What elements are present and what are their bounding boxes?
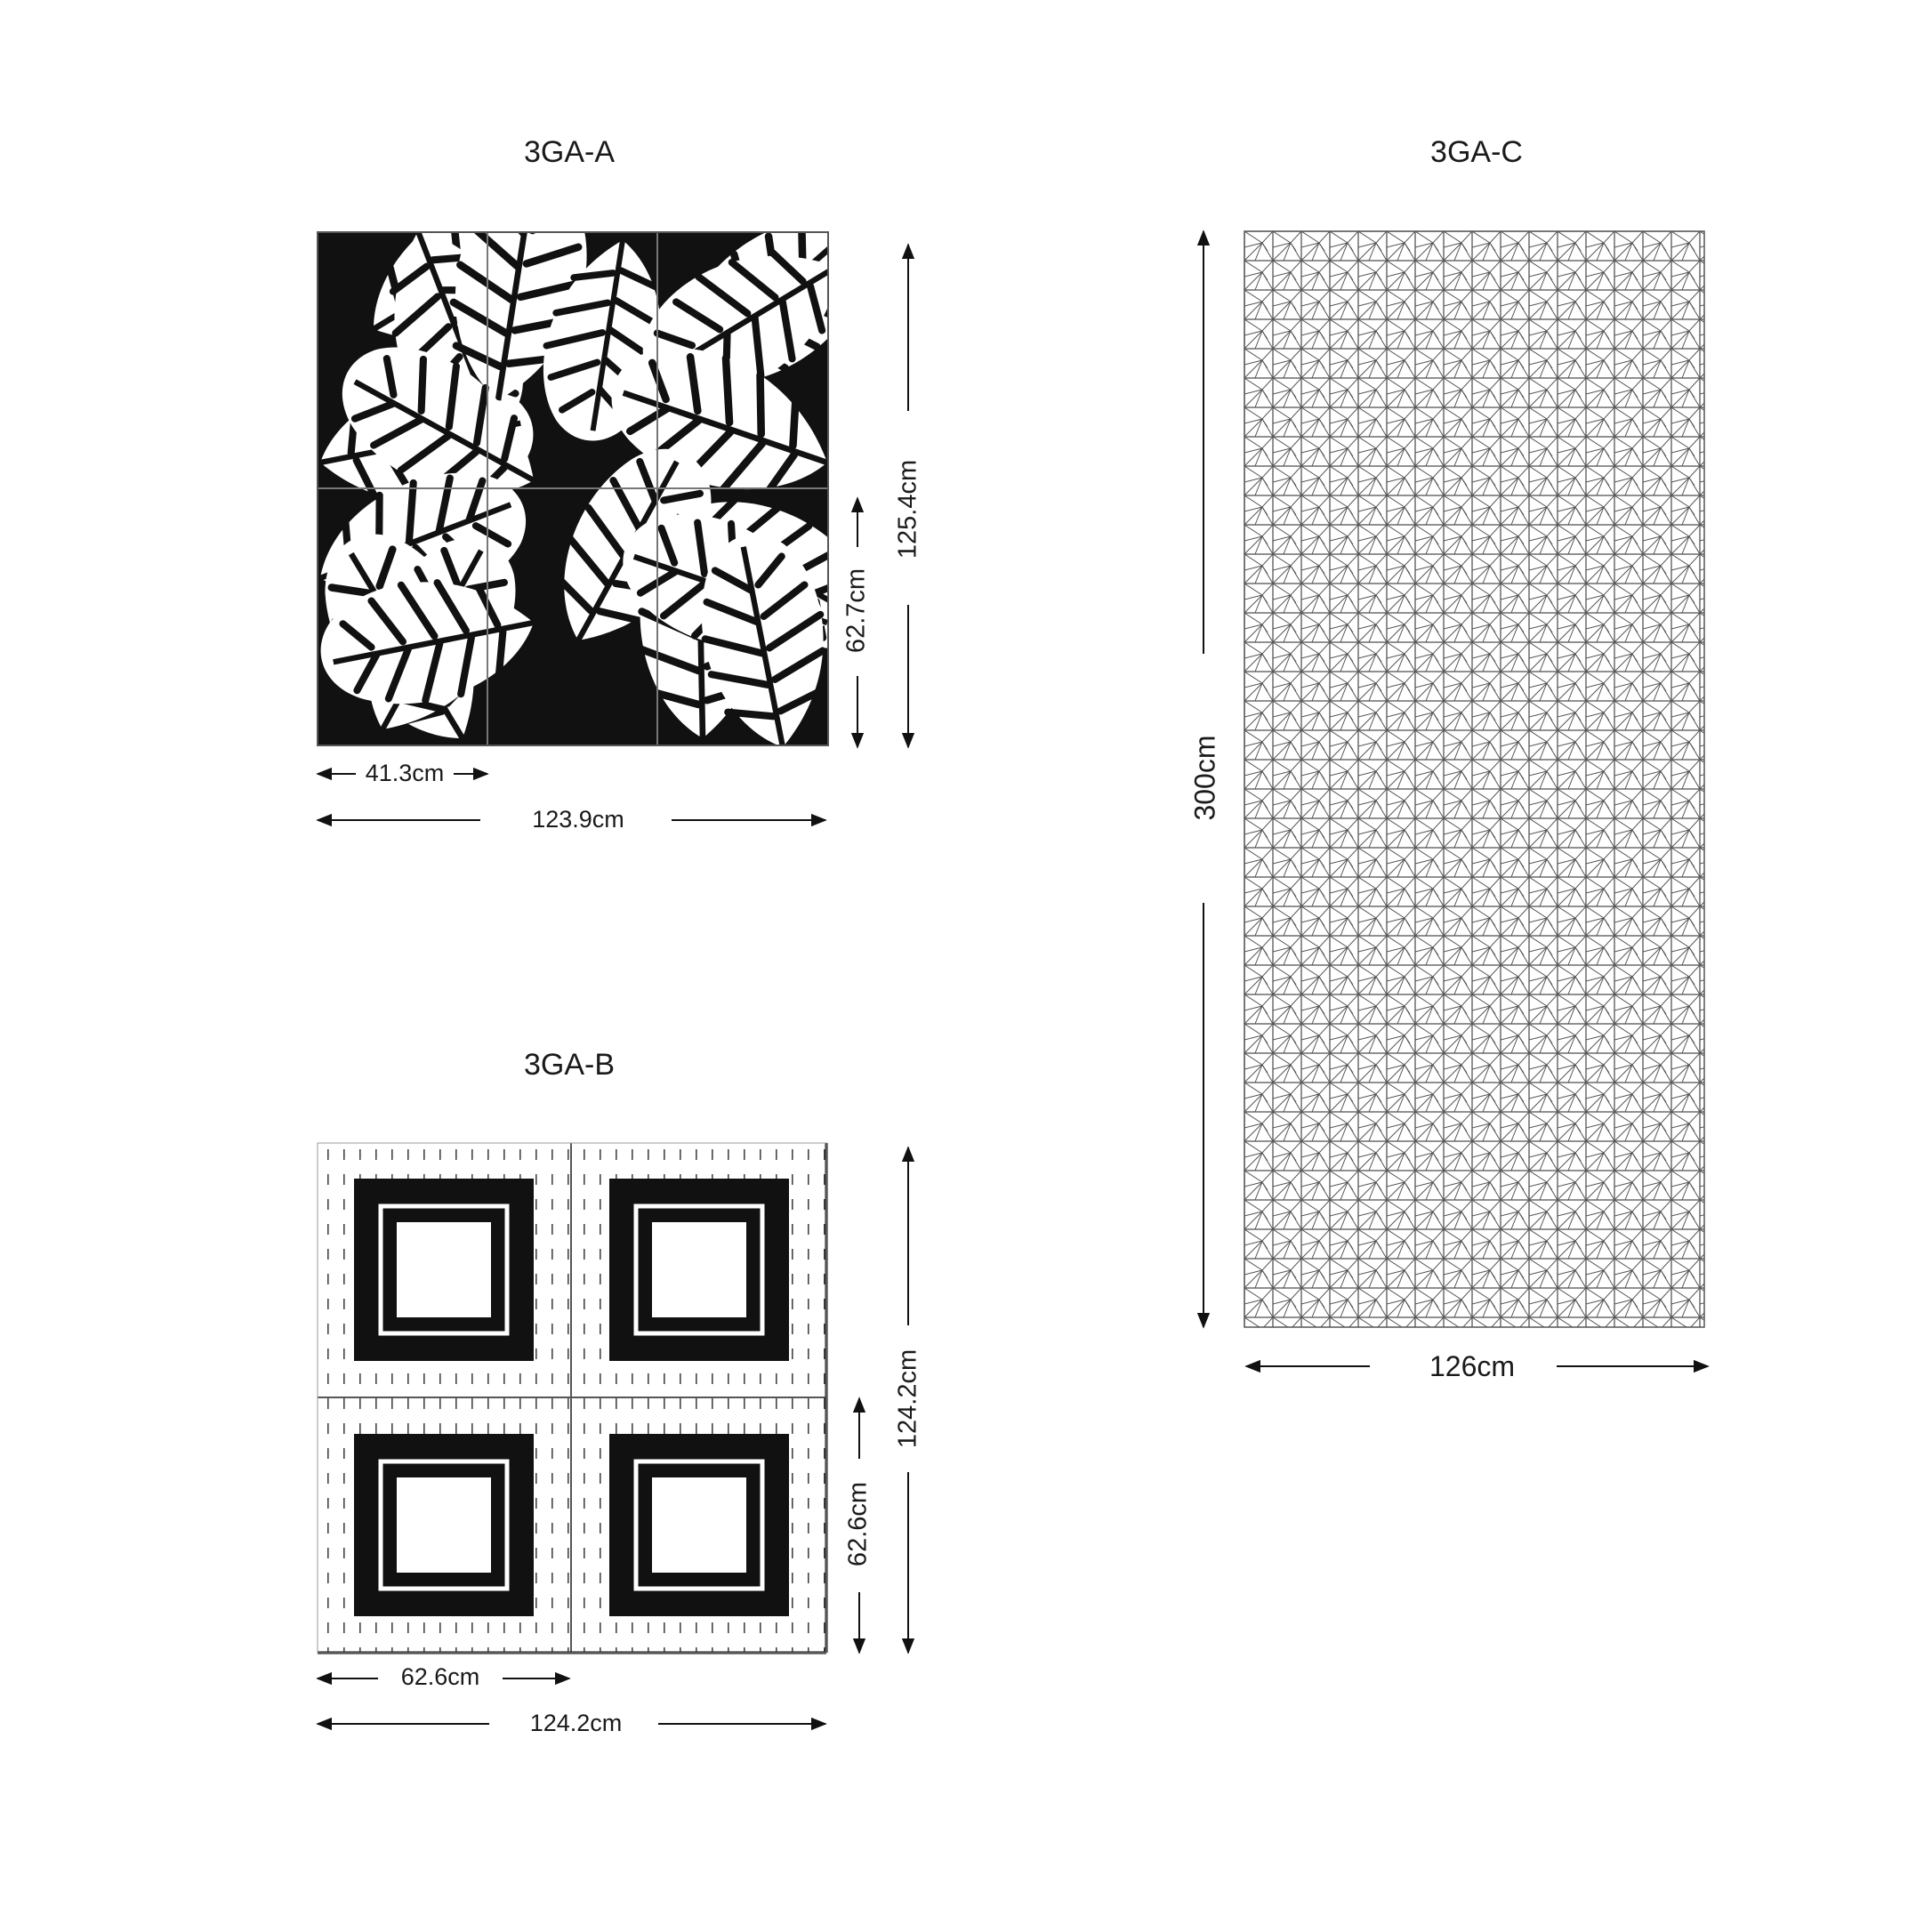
panel-b-total-width-label: 124.2cm: [529, 1710, 623, 1736]
panel-b-title: 3GA-B: [523, 1048, 616, 1082]
panel-a-title: 3GA-A: [523, 135, 616, 169]
panel-b-artwork: [318, 1143, 826, 1653]
panel-b-tile-width-label: 62.6cm: [400, 1663, 480, 1690]
panel-c-height-label: 300cm: [1188, 735, 1221, 821]
panel-b-total-height-label: 124.2cm: [893, 1348, 922, 1449]
panel-c-artwork: [1244, 231, 1704, 1327]
panel-b-tile-height-label: 62.6cm: [843, 1481, 873, 1567]
panel-c-width-label: 126cm: [1429, 1350, 1516, 1382]
panel-a-tile-height-label: 62.7cm: [841, 568, 871, 654]
panel-a-tile-width-label: 41.3cm: [365, 760, 445, 786]
panel-a-artwork: [294, 161, 892, 769]
panel-c-title: 3GA-C: [1430, 135, 1523, 169]
panel-a-total-height-label: 125.4cm: [893, 459, 922, 559]
panel-a-total-width-label: 123.9cm: [532, 806, 624, 833]
